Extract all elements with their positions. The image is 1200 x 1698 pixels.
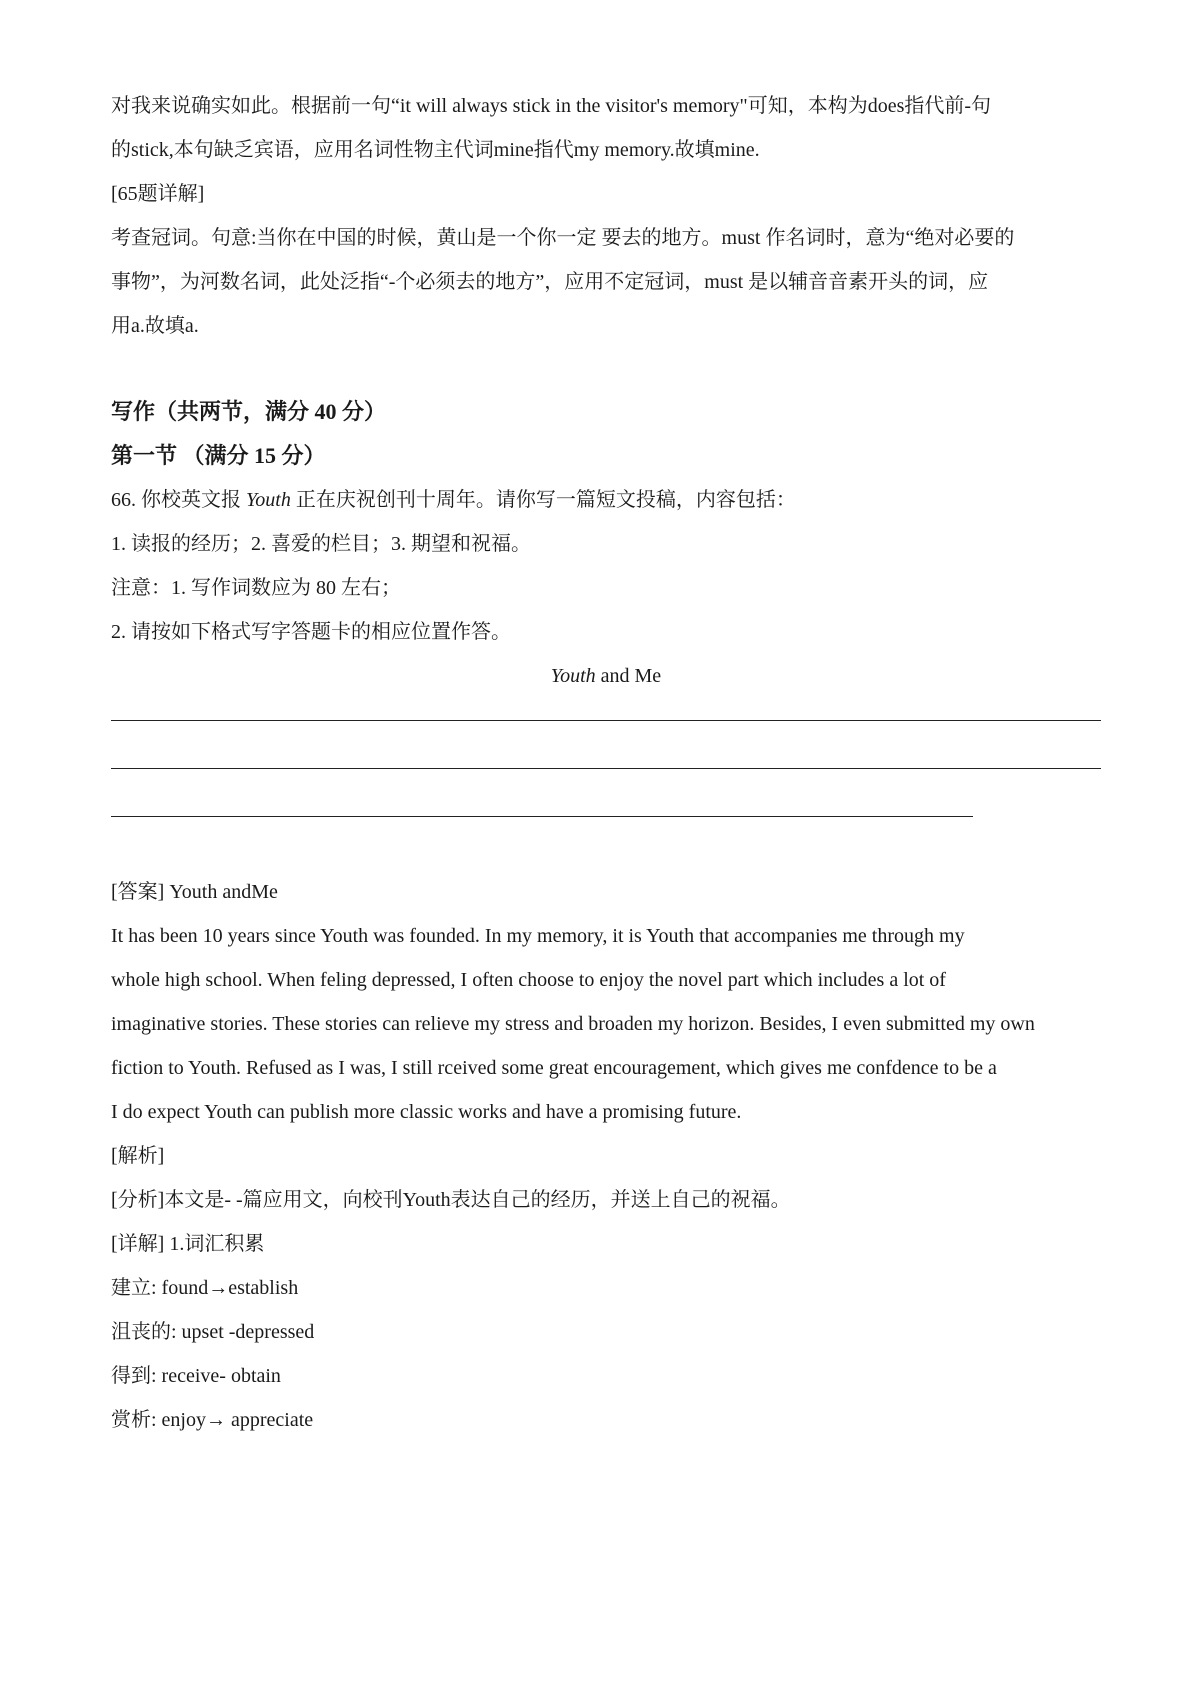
answer-line-1: [111, 720, 1101, 721]
essay-title: [111, 662, 1101, 690]
vocab-item: 建立: found→establish: [111, 1277, 299, 1299]
answer-text-line-4: fiction to Youth. Refused as I was, I still rceived some great encouragement, which gives me confdence to be a: [111, 1057, 997, 1079]
answer-text-line-1: It has been 10 years since Youth was founded. In my memory, it is Youth that accompanies me through my: [111, 925, 965, 947]
q65-line-2: 事物”，为河数名词，此处泛指“-个必须去的地方”，应用不定冠词，must 是以辅音音素开头的词，应: [111, 271, 989, 293]
answer-text-line-5: I do expect Youth can publish more classic works and have a promising future.: [111, 1101, 742, 1123]
q66-note-2: 2. 请按如下格式写字答题卡的相应位置作答。: [111, 621, 511, 643]
analysis-detail-label: [详解] 1.词汇积累: [111, 1233, 265, 1255]
vocab-item: 赏析: enjoy→ appreciate: [111, 1409, 314, 1431]
q64-explanation-line-1: 对我来说确实如此。根据前一句“it will always stick in the visitor's memory"可知，本构为does指代前-句: [111, 95, 992, 117]
q65-label: [65题详解]: [111, 183, 205, 205]
analysis-label: [解析]: [111, 1145, 165, 1167]
analysis-summary: [分析]本文是- -篇应用文，向校刊Youth表达自己的经历，并送上自己的祝福。: [111, 1189, 791, 1211]
q66-prompt: [111, 486, 796, 514]
q66-content-points: 1. 读报的经历；2. 喜爱的栏目；3. 期望和祝福。: [111, 533, 531, 555]
essay-title-italic: Youth: [550, 665, 596, 687]
vocab-item: 沮丧的: upset -depressed: [111, 1321, 315, 1343]
q64-explanation-line-2: 的stick,本句缺乏宾语，应用名词性物主代词mine指代my memory.故填mine.: [111, 139, 760, 161]
q65-line-3: 用a.故填a.: [111, 315, 199, 337]
writing-section-title: 写作（共两节，满分 40 分）: [111, 399, 387, 424]
answer-line-2: [111, 768, 1101, 769]
vocab-item: 得到: receive- obtain: [111, 1365, 281, 1387]
writing-part-title: 第一节 （满分 15 分）: [111, 443, 326, 468]
essay-title-rest: and Me: [595, 665, 662, 687]
answer-text-line-2: whole high school. When feling depressed, I often choose to enjoy the novel part which includes a lot of: [111, 969, 946, 991]
answer-line-3: [111, 816, 973, 817]
q65-line-1: 考查冠词。句意:当你在中国的时候，黄山是一个你一定 要去的地方。must 作名词时，意为“绝对必要的: [111, 227, 1015, 249]
q66-prompt-pre: 66. 你校英文报: [111, 489, 246, 511]
q66-prompt-newspaper-name: Youth: [246, 489, 291, 511]
q66-prompt-post: 正在庆祝创刊十周年。请你写一篇短文投稿，内容包括：: [290, 489, 796, 511]
answer-text-line-3: imaginative stories. These stories can relieve my stress and broaden my horizon. Besides, I even submitted my own: [111, 1013, 1035, 1035]
answer-label: [答案] Youth andMe: [111, 881, 278, 903]
q66-note-1: 注意：1. 写作词数应为 80 左右；: [111, 577, 401, 599]
